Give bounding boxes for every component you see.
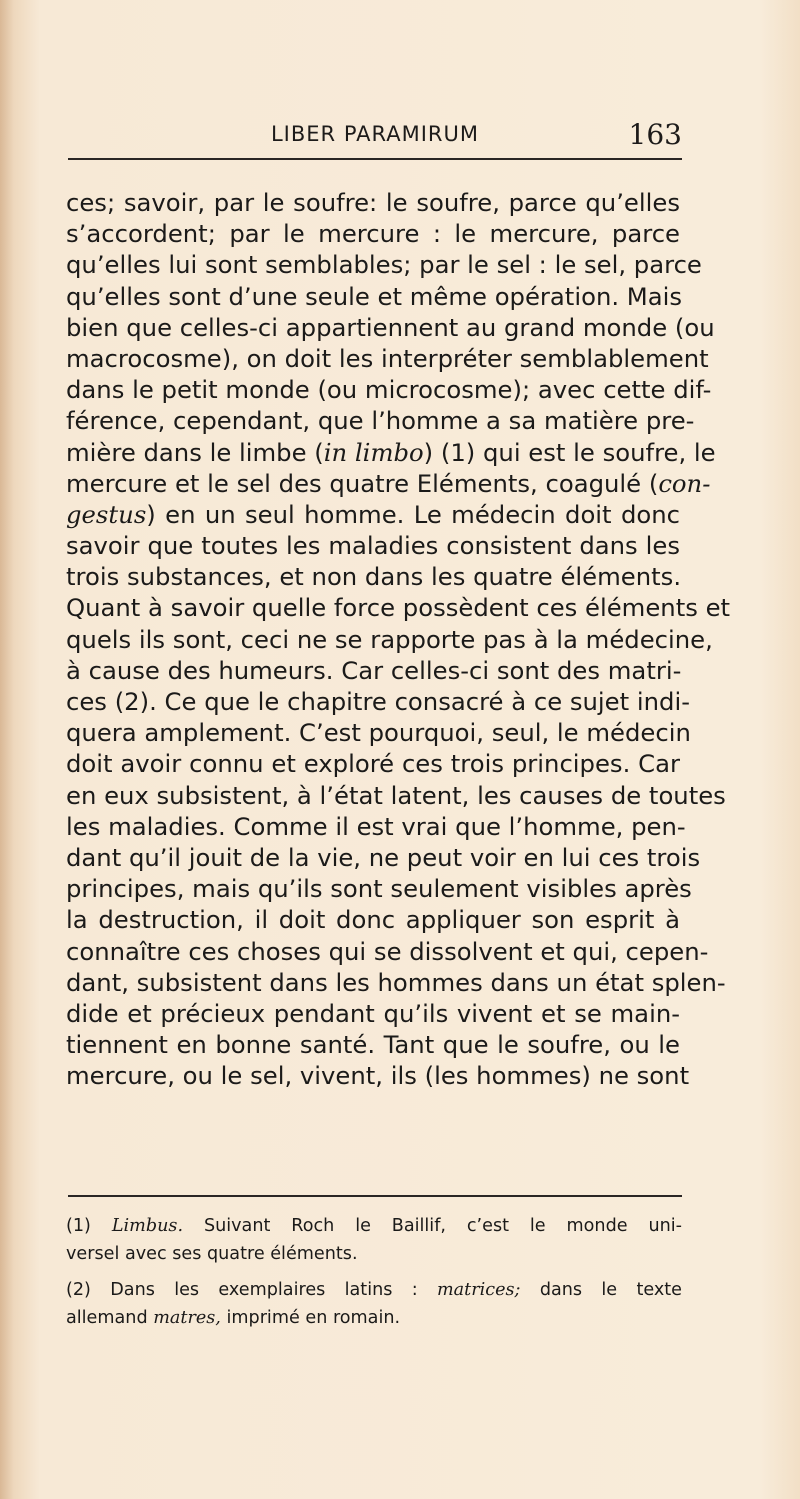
body-line: [66, 499, 680, 530]
footnote-roman: dans le texte: [520, 1280, 682, 1300]
footnote-line: [66, 1276, 682, 1304]
body-line: à cause des humeurs. Car celles-ci sont des matri-: [66, 655, 682, 685]
body-line: dide et précieux pendant qu’ils vivent et se main-: [66, 998, 680, 1028]
body-line-roman: ) (1) qui est le soufre, le: [423, 437, 716, 467]
footnote-italic: Limbus.: [111, 1216, 184, 1236]
body-line: ces; savoir, par le soufre: le soufre, parce qu’elles: [66, 188, 680, 217]
body-line: quels ils sont, ceci ne se rapporte pas à la médecine,: [66, 624, 713, 654]
footnote-roman: versel avec ses quatre éléments.: [66, 1244, 358, 1264]
body-line: connaître ces choses qui se dissolvent et qui, cepen-: [66, 936, 709, 966]
body-line: ces (2). Ce que le chapitre consacré à ce sujet indi-: [66, 687, 690, 716]
body-line: dant, subsistent dans les hommes dans un état splen-: [66, 967, 726, 997]
footnote-roman: (1): [66, 1216, 112, 1236]
running-head: [68, 118, 682, 162]
footnote-line: [66, 1212, 682, 1240]
body-line-roman: ) en un seul homme. Le médecin doit donc: [146, 499, 680, 529]
body-line: dans le petit monde (ou microcosme); avec cette dif-: [66, 375, 712, 405]
body-line: [66, 468, 711, 499]
page-number: 163: [628, 118, 682, 151]
body-line: doit avoir connu et exploré ces trois principes. Car: [66, 749, 680, 779]
footnote-roman: Suivant Roch le Baillif, c’est le monde uni-: [183, 1216, 683, 1236]
footnote-line: [66, 1240, 682, 1268]
body-line: [66, 437, 716, 468]
body-line: principes, mais qu’ils sont seulement visibles après: [66, 874, 692, 904]
body-line: qu’elles lui sont semblables; par le sel : le sel, parce: [66, 250, 702, 280]
body-line-italic: con-: [658, 468, 711, 498]
body-text: [66, 187, 731, 1091]
footnote-rule: [68, 1195, 682, 1197]
footnote-1: [66, 1212, 682, 1268]
footnote-line: [66, 1304, 682, 1332]
body-line: les maladies. Comme il est vrai que l’homme, pen-: [66, 811, 686, 841]
footnote-2: [66, 1276, 682, 1332]
body-line: macrocosme), on doit les interpréter semblablement: [66, 343, 709, 373]
footnote-roman: allemand: [66, 1308, 154, 1328]
body-line: quera amplement. C’est pourquoi, seul, le médecin: [66, 718, 691, 748]
body-line: la destruction, il doit donc appliquer son esprit à: [66, 905, 680, 935]
running-title: LIBER PARAMIRUM: [270, 122, 480, 146]
footnote-roman: (2) Dans les exemplaires latins :: [66, 1280, 437, 1300]
body-line: en eux subsistent, à l’état latent, les causes de toutes: [66, 780, 726, 810]
body-line-italic: gestus: [66, 499, 147, 529]
body-line-italic: in limbo: [323, 437, 424, 467]
footnote-roman: imprimé en romain.: [220, 1308, 401, 1328]
footnote-italic: matres,: [153, 1308, 221, 1328]
body-line: qu’elles sont d’une seule et même opération. Mais: [66, 281, 683, 311]
body-line: s’accordent; par le mercure : le mercure, parce: [66, 219, 680, 249]
body-line: mercure, ou le sel, vivent, ils (les hommes) ne sont: [66, 1061, 690, 1091]
body-line: trois substances, et non dans les quatre éléments.: [66, 562, 682, 592]
body-line: bien que celles-ci appartiennent au grand monde (ou: [66, 312, 715, 342]
body-line: Quant à savoir quelle force possèdent ces éléments et: [66, 593, 731, 623]
header-rule: [68, 158, 682, 160]
body-line: férence, cependant, que l’homme a sa matière pre-: [66, 406, 695, 436]
footnotes: [66, 1212, 682, 1340]
body-line: tiennent en bonne santé. Tant que le soufre, ou le: [66, 1030, 680, 1060]
body-line-roman: mière dans le limbe (: [66, 437, 324, 467]
body-line-roman: mercure et le sel des quatre Eléments, coagulé (: [66, 468, 659, 498]
footnote-italic: matrices;: [436, 1280, 521, 1300]
body-line: savoir que toutes les maladies consistent dans les: [66, 531, 680, 561]
body-line: dant qu’il jouit de la vie, ne peut voir en lui ces trois: [66, 842, 701, 872]
